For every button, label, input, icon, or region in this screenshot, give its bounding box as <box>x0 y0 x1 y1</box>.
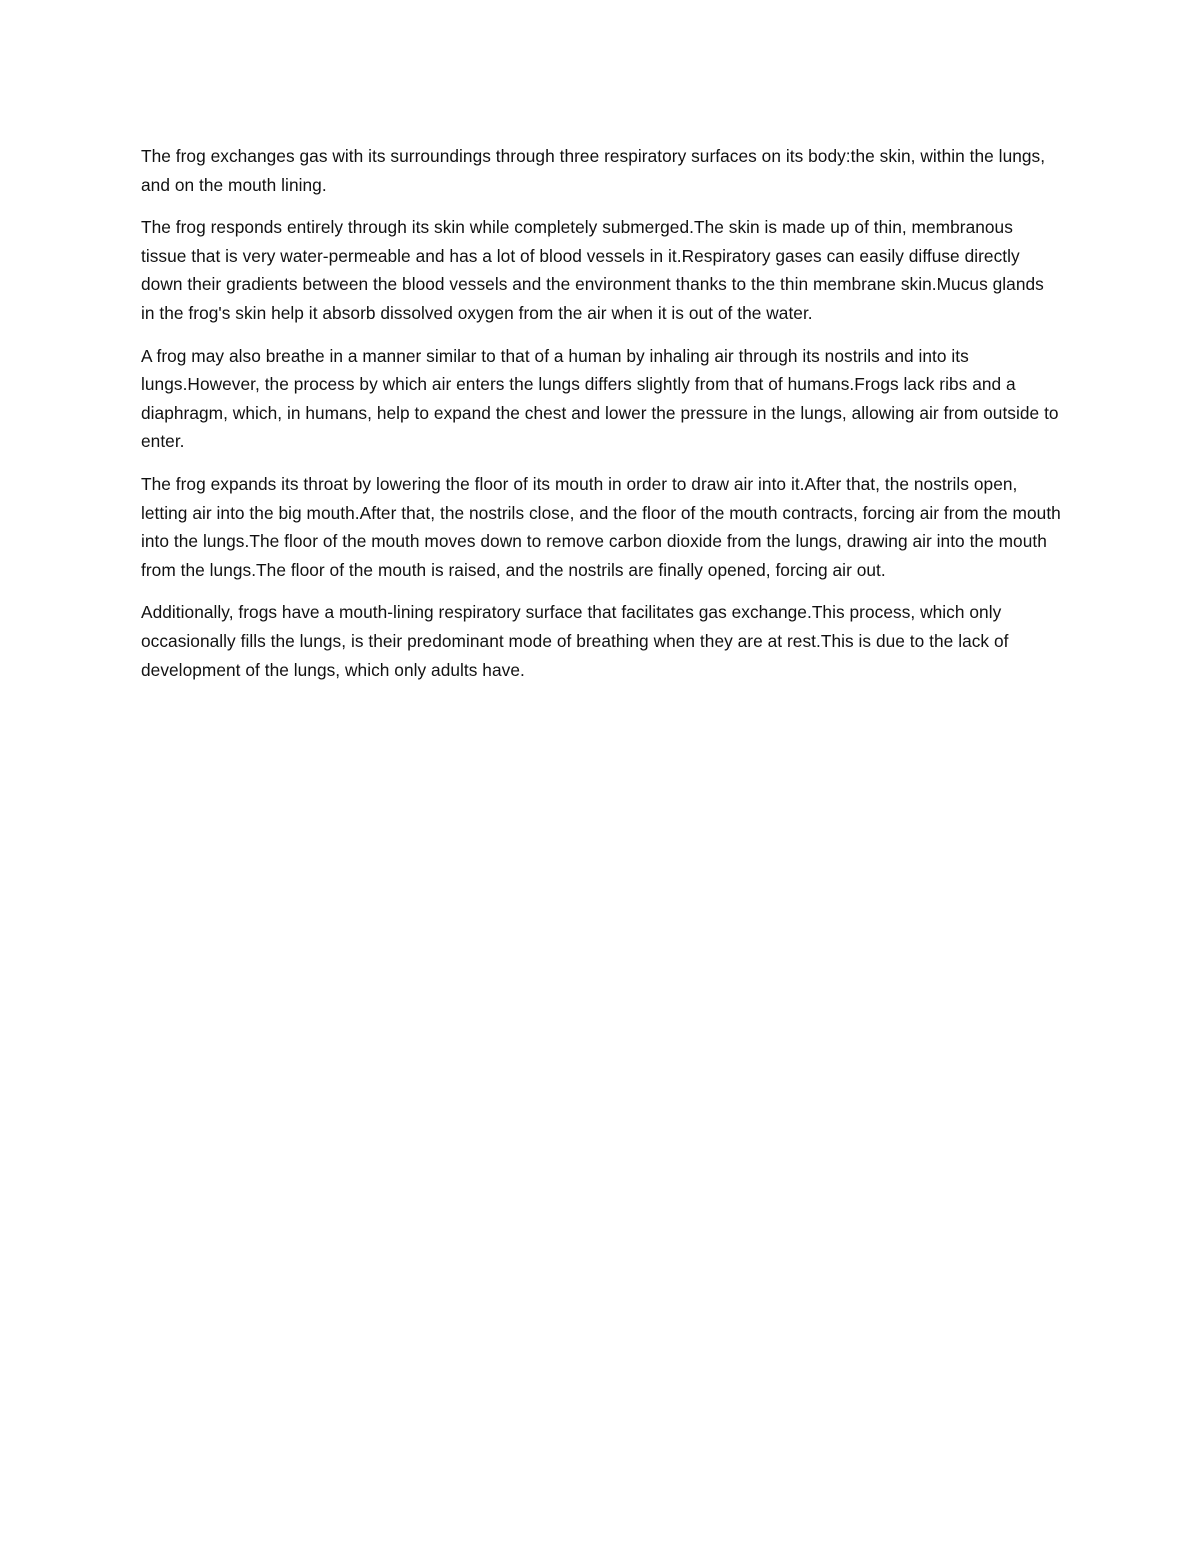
paragraph-gas-exchange-surfaces: The frog exchanges gas with its surroundings through three respiratory surfaces on its body:the skin, within the lungs, and on the mouth lining. <box>141 146 1046 195</box>
paragraph-lung-breathing: A frog may also breathe in a manner similar to that of a human by inhaling air through its nostrils and into its lungs.However, the process by which air enters the lungs differs slightly from that of humans.Frogs lack ribs and a diaphragm, which, in humans, help to expand the chest and lower the pressure in the lungs, allowing air from outside to enter. <box>141 345 1059 452</box>
paragraph-mouth-lining-respiration: Additionally, frogs have a mouth-lining respiratory surface that facilitates gas exchange.This process, which only occasionally fills the lungs, is their predominant mode of breathing when they are at rest.This is due to the lack of development of the lungs, which only adults have. <box>141 602 1009 680</box>
document-body <box>141 142 1061 698</box>
paragraph-breathing-mechanism: The frog expands its throat by lowering the floor of its mouth in order to draw air into it.After that, the nostrils open, letting air into the big mouth.After that, the nostrils close, and the floor of the mouth contracts, forcing air from the mouth into the lungs.The floor of the mouth moves down to remove carbon dioxide from the lungs, drawing air into the mouth from the lungs.The floor of the mouth is raised, and the nostrils are finally opened, forcing air out. <box>141 473 1061 580</box>
paragraph-skin-respiration: The frog responds entirely through its skin while completely submerged.The skin is made up of thin, membranous tissue that is very water-permeable and has a lot of blood vessels in it.Respiratory gases can easily diffuse directly down their gradients between the blood vessels and the environment thanks to the thin membrane skin.Mucus glands in the frog's skin help it absorb dissolved oxygen from the air when it is out of the water. <box>141 217 1044 323</box>
